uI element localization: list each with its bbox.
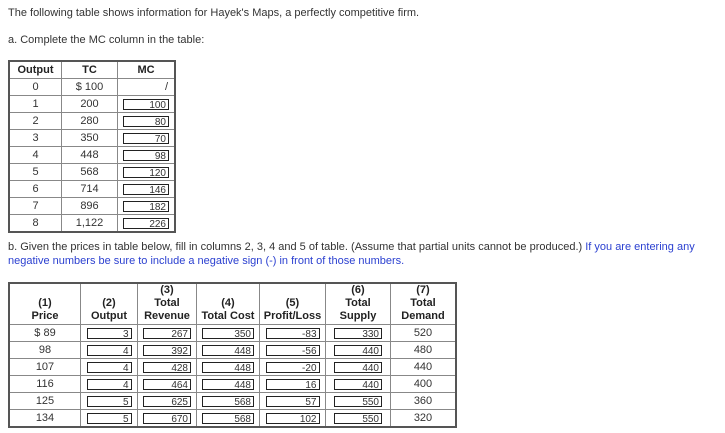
supply-input[interactable]: 550 — [334, 396, 382, 407]
mc-input[interactable]: 120 — [123, 167, 169, 178]
cost-input[interactable]: 350 — [202, 328, 254, 339]
mc-input[interactable]: 226 — [123, 218, 169, 229]
part-b-prompt — [8, 240, 708, 268]
supply-input[interactable]: 330 — [334, 328, 382, 339]
part-b-text: b. Given the prices in table below, fill in columns 2, 3, 4 and 5 of table. (Assume that partial units cannot be produced.) — [8, 241, 583, 253]
header-total-demand: (7) Total Demand — [391, 283, 457, 325]
part-a-prompt: a. Complete the MC column in the table: — [8, 34, 205, 46]
price-cell: 98 — [9, 342, 81, 359]
mc-table — [8, 60, 176, 233]
supply-input[interactable]: 440 — [334, 379, 382, 390]
output-input[interactable]: 5 — [87, 396, 132, 407]
table-row — [9, 359, 456, 376]
mc-cell — [118, 181, 176, 198]
price-cell: 107 — [9, 359, 81, 376]
table-row — [9, 342, 456, 359]
table-row — [9, 164, 175, 181]
demand-cell: 400 — [391, 376, 457, 393]
price-cell: 116 — [9, 376, 81, 393]
mc-cell — [118, 198, 176, 215]
output-cell: 2 — [9, 113, 62, 130]
header-price: (1) Price — [9, 283, 81, 325]
table-row — [9, 96, 175, 113]
profit-input[interactable]: -83 — [266, 328, 320, 339]
cost-input[interactable]: 448 — [202, 379, 254, 390]
cost-input[interactable]: 568 — [202, 396, 254, 407]
profit-input[interactable]: 57 — [266, 396, 320, 407]
output-cell: 4 — [9, 147, 62, 164]
mc-cell — [118, 113, 176, 130]
output-cell: 8 — [9, 215, 62, 233]
output-cell: 7 — [9, 198, 62, 215]
revenue-input[interactable]: 464 — [143, 379, 191, 390]
table-row — [9, 325, 456, 342]
demand-cell: 360 — [391, 393, 457, 410]
table-row — [9, 79, 175, 96]
table-row — [9, 147, 175, 164]
table-row — [9, 181, 175, 198]
mc-input[interactable]: 146 — [123, 184, 169, 195]
mc-input[interactable]: 182 — [123, 201, 169, 212]
table-row — [9, 198, 175, 215]
profit-input[interactable]: -20 — [266, 362, 320, 373]
header-total-cost: (4) Total Cost — [197, 283, 260, 325]
revenue-input[interactable]: 392 — [143, 345, 191, 356]
header-output: Output — [9, 61, 62, 79]
price-cell: $ 89 — [9, 325, 81, 342]
revenue-input[interactable]: 670 — [143, 413, 191, 424]
header-mc: MC — [118, 61, 176, 79]
negative-number-note: If you are entering any negative numbers be sure to include a negative sign (-) in front of those numbers. — [8, 241, 695, 267]
output-cell: 0 — [9, 79, 62, 96]
profit-input[interactable]: 16 — [266, 379, 320, 390]
tc-cell: $ 100 — [62, 79, 118, 96]
tc-cell: 714 — [62, 181, 118, 198]
mc-input[interactable]: 70 — [123, 133, 169, 144]
mc-input[interactable]: 80 — [123, 116, 169, 127]
output-cell: 6 — [9, 181, 62, 198]
table-row — [9, 113, 175, 130]
output-cell: 3 — [9, 130, 62, 147]
output-input[interactable]: 5 — [87, 413, 132, 424]
profit-input[interactable]: 102 — [266, 413, 320, 424]
mc-input[interactable]: 98 — [123, 150, 169, 161]
demand-cell: 480 — [391, 342, 457, 359]
output-input[interactable]: 4 — [87, 379, 132, 390]
mc-cell — [118, 164, 176, 181]
price-cell: 134 — [9, 410, 81, 428]
tc-cell: 568 — [62, 164, 118, 181]
output-cell: 1 — [9, 96, 62, 113]
mc-cell — [118, 147, 176, 164]
cost-input[interactable]: 448 — [202, 345, 254, 356]
revenue-input[interactable]: 267 — [143, 328, 191, 339]
tc-cell: 280 — [62, 113, 118, 130]
demand-cell: 440 — [391, 359, 457, 376]
profit-table — [8, 282, 457, 428]
header-output: (2) Output — [81, 283, 138, 325]
demand-cell: 520 — [391, 325, 457, 342]
mc-cell — [118, 130, 176, 147]
revenue-input[interactable]: 428 — [143, 362, 191, 373]
output-input[interactable]: 3 — [87, 328, 132, 339]
header-total-supply: (6) Total Supply — [326, 283, 391, 325]
table-row — [9, 215, 175, 233]
header-total-revenue: (3) Total Revenue — [138, 283, 197, 325]
price-cell: 125 — [9, 393, 81, 410]
table-row — [9, 393, 456, 410]
cost-input[interactable]: 568 — [202, 413, 254, 424]
table-row — [9, 410, 456, 428]
mc-cell — [118, 96, 176, 113]
intro-text: The following table shows information for Hayek's Maps, a perfectly competitive firm. — [8, 7, 420, 19]
profit-input[interactable]: -56 — [266, 345, 320, 356]
supply-input[interactable]: 550 — [334, 413, 382, 424]
cost-input[interactable]: 448 — [202, 362, 254, 373]
mc-input[interactable]: 100 — [123, 99, 169, 110]
table-row — [9, 130, 175, 147]
revenue-input[interactable]: 625 — [143, 396, 191, 407]
tc-cell: 448 — [62, 147, 118, 164]
tc-cell: 1,122 — [62, 215, 118, 233]
output-input[interactable]: 4 — [87, 362, 132, 373]
supply-input[interactable]: 440 — [334, 362, 382, 373]
header-tc: TC — [62, 61, 118, 79]
table-row — [9, 376, 456, 393]
demand-cell: 320 — [391, 410, 457, 428]
header-profit-loss: (5) Profit/Loss — [260, 283, 326, 325]
tc-cell: 200 — [62, 96, 118, 113]
supply-input[interactable]: 440 — [334, 345, 382, 356]
mc-cell: / — [118, 79, 176, 96]
tc-cell: 350 — [62, 130, 118, 147]
mc-cell — [118, 215, 176, 233]
tc-cell: 896 — [62, 198, 118, 215]
output-input[interactable]: 4 — [87, 345, 132, 356]
output-cell: 5 — [9, 164, 62, 181]
